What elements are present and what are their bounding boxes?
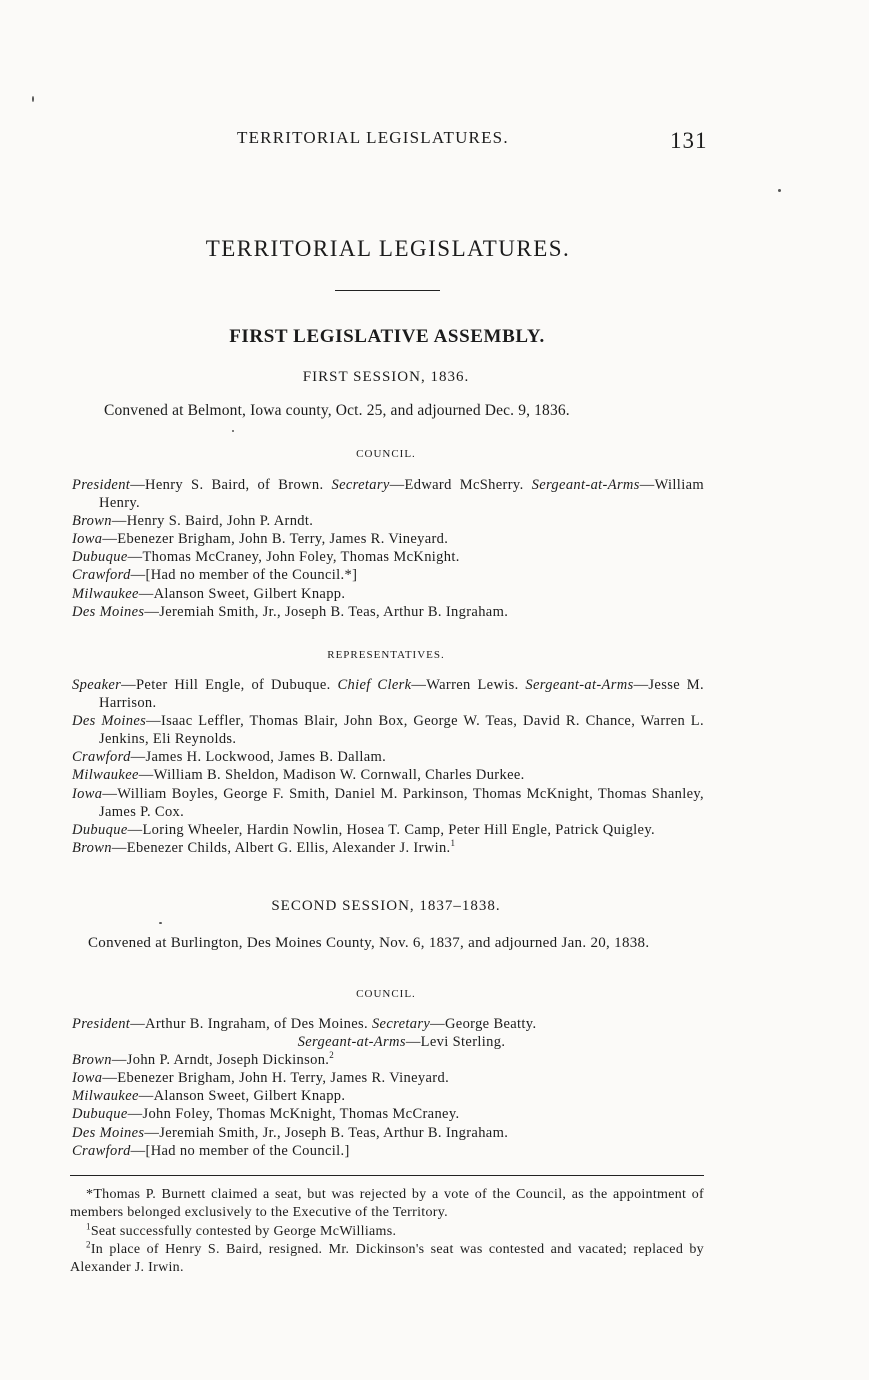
- council-officers-1836: President—Henry S. Baird, of Brown. Secretary—Edward McSherry. Sergeant-at-Arms—William Henry.: [72, 477, 704, 512]
- footnote-ref: 2: [329, 1050, 335, 1061]
- list-item: Crawford—[Had no member of the Council.*]: [72, 567, 358, 584]
- footnote: $^2$In place of Henry S. Baird, resigned. Mr. Dickinson's seat was contested and vacated; replaced by Alexander J. Irwin.: [70, 1239, 704, 1276]
- list-item: Des Moines—Isaac Leffler, Thomas Blair, John Box, George W. Teas, David R. Chance, Warren L. Jenkins, Eli Reynolds.: [72, 713, 704, 748]
- list-item: Milwaukee—Alanson Sweet, Gilbert Knapp.: [72, 1088, 346, 1105]
- footnote: *Thomas P. Burnett claimed a seat, but was rejected by a vote of the Council, as the appointment of members belonged exclusively to the Executive of the Territory.: [70, 1187, 704, 1221]
- footnotes: [70, 1186, 704, 1277]
- list-item: Milwaukee—William B. Sheldon, Madison W. Cornwall, Charles Durkee.: [72, 767, 525, 784]
- page-number: 131: [670, 128, 708, 153]
- representatives-officers-1836: Speaker—Peter Hill Engle, of Dubuque. Chief Clerk—Warren Lewis. Sergeant-at-Arms—Jesse M. Harrison.: [72, 677, 704, 712]
- council-list-1836: [72, 476, 704, 621]
- list-item: Brown—Henry S. Baird, John P. Arndt.: [72, 513, 314, 530]
- list-item: Brown—Ebenezer Childs, Albert G. Ellis, Alexander J. Irwin.$^1$: [72, 838, 456, 856]
- first-session-title: FIRST SESSION, 1836.: [302, 369, 470, 385]
- scan-speck: [159, 922, 162, 924]
- list-item: Brown—John P. Arndt, Joseph Dickinson.$^2$: [72, 1050, 335, 1069]
- footnote: $^1$Seat successfully contested by George McWilliams.: [86, 1220, 397, 1239]
- list-item: Dubuque—Loring Wheeler, Hardin Nowlin, Hosea T. Camp, Peter Hill Engle, Patrick Quigley.: [72, 821, 655, 838]
- representatives-heading-1836: REPRESENTATIVES.: [327, 649, 445, 661]
- council-heading-1836: COUNCIL.: [356, 448, 416, 460]
- list-item: Milwaukee—Alanson Sweet, Gilbert Knapp.: [72, 585, 346, 602]
- running-head: TERRITORIAL LEGISLATURES.: [237, 128, 509, 147]
- list-item: Des Moines—Jeremiah Smith, Jr., Joseph B. Teas, Arthur B. Ingraham.: [72, 603, 509, 620]
- first-session-convened: Convened at Belmont, Iowa county, Oct. 25, and adjourned Dec. 9, 1836.: [104, 402, 570, 419]
- list-item: Des Moines—Jeremiah Smith, Jr., Joseph B. Teas, Arthur B. Ingraham.: [72, 1124, 509, 1141]
- page-title: TERRITORIAL LEGISLATURES.: [205, 236, 571, 261]
- title-divider: [335, 290, 440, 291]
- council-list-1837: [72, 1015, 704, 1160]
- list-item: Iowa—William Boyles, George F. Smith, Daniel M. Parkinson, Thomas McKnight, Thomas Shanley, James P. Cox.: [72, 785, 704, 820]
- list-item: Dubuque—John Foley, Thomas McKnight, Thomas McCraney.: [72, 1106, 460, 1123]
- footnote-ref: 1: [450, 838, 456, 849]
- list-item: Crawford—James H. Lockwood, James B. Dallam.: [72, 749, 387, 766]
- representatives-list-1836: [72, 676, 704, 857]
- council-officers-1837: President—Arthur B. Ingraham, of Des Moines. Secretary—George Beatty. Sergeant-at-Arms—Levi Sterling.: [72, 1016, 537, 1051]
- scan-speck: [778, 189, 781, 192]
- list-item: Dubuque—Thomas McCraney, John Foley, Thomas McKnight.: [72, 549, 460, 566]
- scan-speck: [232, 430, 234, 432]
- council-heading-1837: COUNCIL.: [356, 988, 416, 1000]
- second-session-convened: Convened at Burlington, Des Moines County, Nov. 6, 1837, and adjourned Jan. 20, 1838.: [88, 935, 650, 951]
- second-session-title: SECOND SESSION, 1837–1838.: [271, 898, 501, 914]
- assembly-title: FIRST LEGISLATIVE ASSEMBLY.: [229, 326, 545, 347]
- list-item: Iowa—Ebenezer Brigham, John H. Terry, James R. Vineyard.: [72, 1070, 450, 1087]
- list-item: Crawford—[Had no member of the Council.]: [72, 1142, 350, 1159]
- footnote-divider: [70, 1175, 704, 1176]
- scan-speck: [32, 96, 34, 102]
- list-item: Iowa—Ebenezer Brigham, John B. Terry, James R. Vineyard.: [72, 531, 449, 548]
